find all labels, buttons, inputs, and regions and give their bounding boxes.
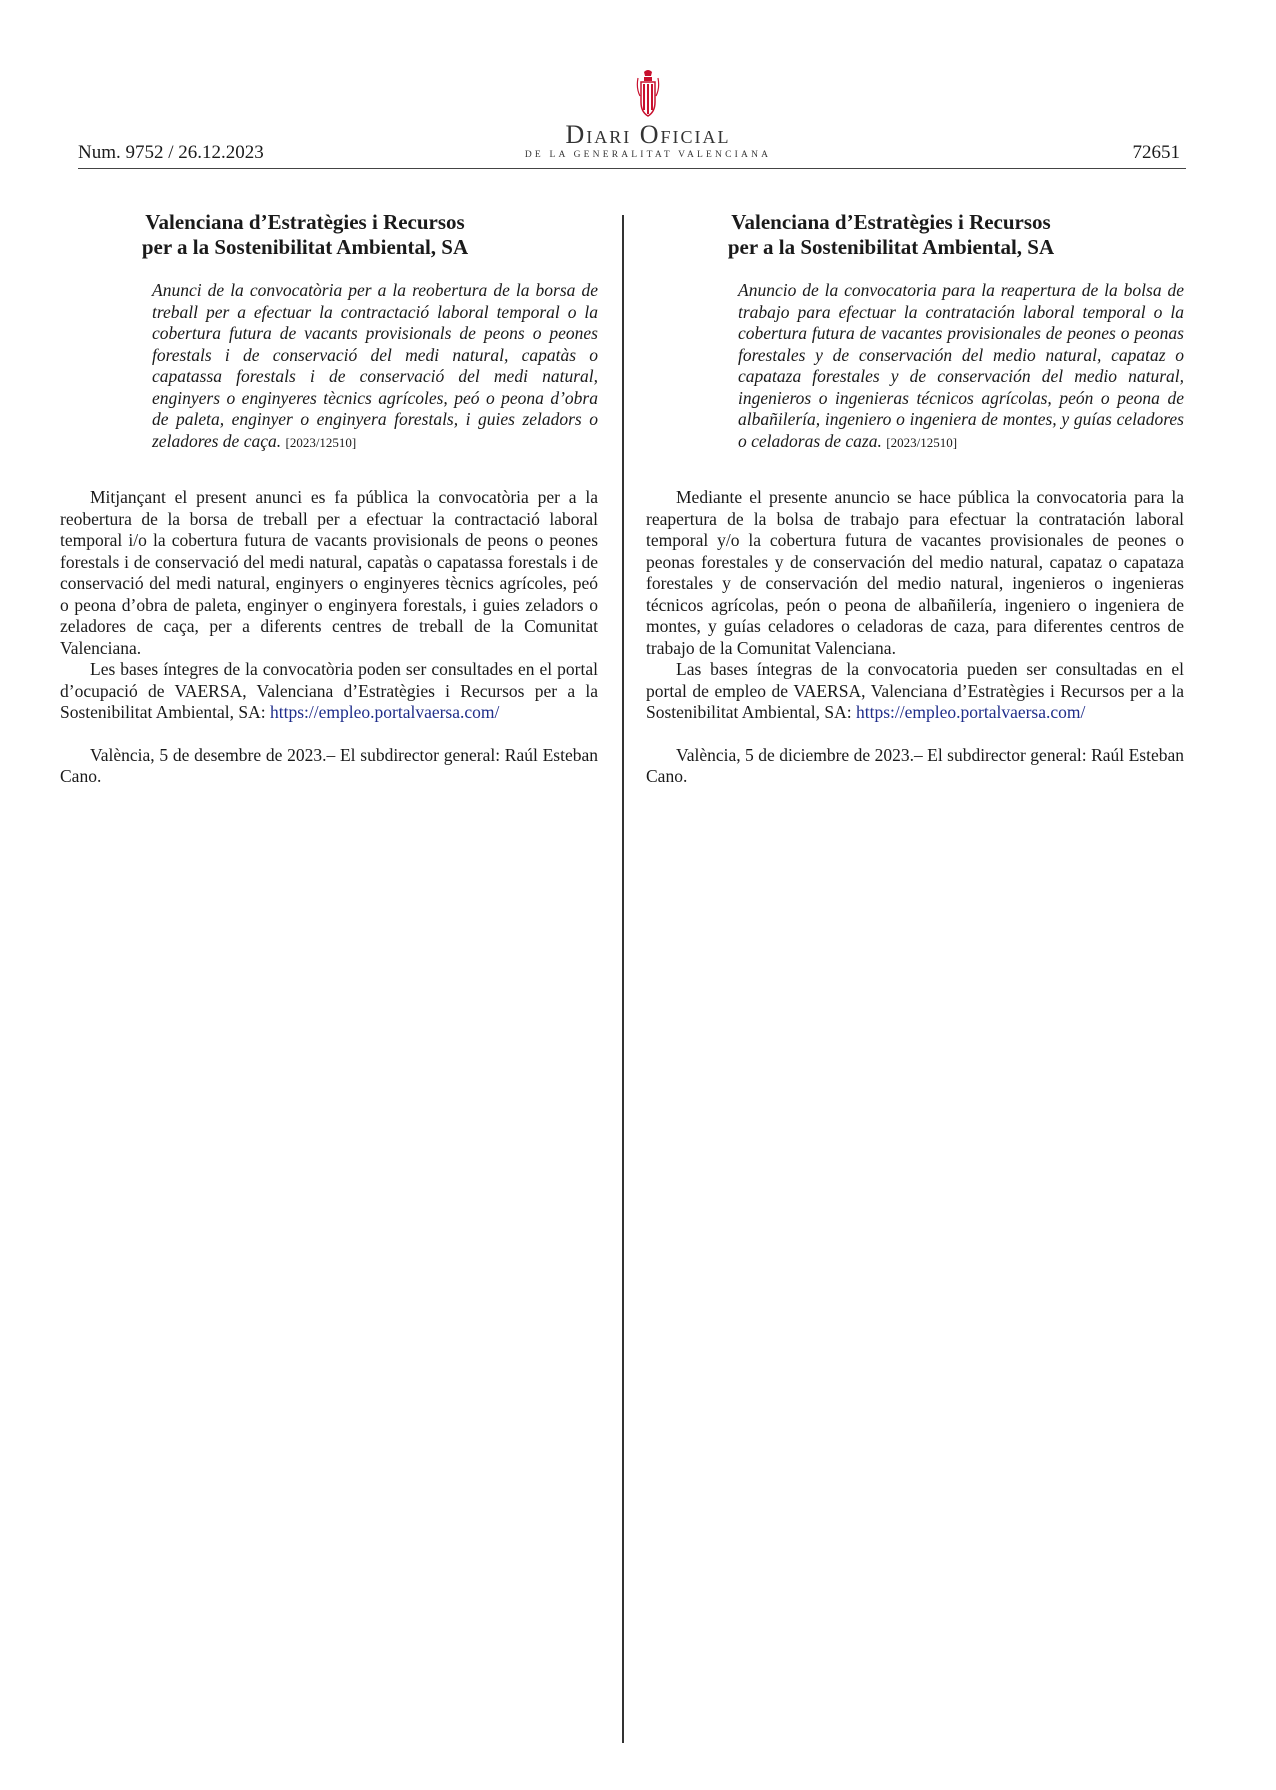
- coat-of-arms-icon: [636, 68, 660, 120]
- org-line-1: Valenciana d’Estratègies i Recursos: [731, 210, 1051, 234]
- summary-text: Anunci de la convocatòria per a la reobertura de la borsa de treball per a efectuar la contractació laboral temporal o la cobertura futura de vacants provisionals de peons o peones forestals i de conservació del medi natural, capatàs o capatassa forestals i de conservació del medi natural, enginyers o enginyeres tècnics agrícoles, peó o peona d’obra de paleta, enginyer o enginyera forestals, i guies zeladors o zeladores de caça.: [152, 280, 598, 451]
- body-paragraph-1: Mediante el presente anuncio se hace pública la convocatoria para la reapertura de la bolsa de trabajo para efectuar la contratación laboral temporal y/o la cobertura futura de vacantes provisionales de peones o peonas forestales y de conservación del medio natural, capataz o capataza forestales y de conservación del medio natural, ingenieros o ingenieras técnicos agrícolas, peón o peona de albañilería, ingeniero o ingeniera de montes, y guías celadores o celadoras de caza, para diferentes centros de trabajo de la Comunitat Valenciana.: [646, 487, 1184, 658]
- organization-title: [90, 210, 520, 260]
- body-paragraph-1: Mitjançant el present anunci es fa pública la convocatòria per a la reobertura de la borsa de treball per a efectuar la contractació laboral temporal i/o la cobertura futura de vacants provisionals de peons o peones forestals i de conservació del medi natural, capatàs o capatassa forestals i de conservació del medi natural, enginyers o enginyeres tècnics agrícoles, peó o peona d’obra de paleta, enginyer o enginyera forestals, i guies zeladors o zeladores de caça, per a diferents centres de treball de la Comunitat Valenciana.: [60, 487, 598, 658]
- portal-link[interactable]: https://empleo.portalvaersa.com/: [856, 702, 1086, 722]
- issue-number: Num. 9752 / 26.12.2023: [78, 142, 264, 163]
- portal-link[interactable]: https://empleo.portalvaersa.com/: [270, 702, 500, 722]
- body-paragraph-2-text: Las bases íntegras de la convocatoria pueden ser consultadas en el portal de empleo de VAERSA, Valenciana d’Estratègies i Recursos per a la Sostenibilitat Ambiental, SA:: [646, 659, 1184, 722]
- body-paragraph-2: [646, 659, 1184, 724]
- org-line-2: per a la Sostenibilitat Ambiental, SA: [141, 235, 469, 259]
- reference-code: [2023/12510]: [285, 434, 357, 450]
- signature: València, 5 de diciembre de 2023.– El subdirector general: Raúl Esteban Cano.: [646, 744, 1184, 786]
- summary-text: Anuncio de la convocatoria para la reapertura de la bolsa de trabajo para efectuar la contratación laboral temporal o la cobertura futura de vacantes provisionales de peones o peonas forestales y de conservación del medio natural, capataz o capataza forestales y de conservación del medio natural, ingenieros o ingenieras técnicos agrícolas, peón o peona de albañilería, ingeniero o ingeniera de montes, y guías celadores o celadoras de caza.: [738, 280, 1184, 451]
- page-number: 72651: [1132, 142, 1180, 163]
- logo-title: Diari Oficial: [565, 120, 731, 149]
- column-divider: [622, 215, 624, 1743]
- announcement-summary: [152, 280, 598, 453]
- reference-code: [2023/12510]: [886, 434, 958, 450]
- body-paragraph-2: [60, 659, 598, 724]
- signature: València, 5 de desembre de 2023.– El subdirector general: Raúl Esteban Cano.: [60, 744, 598, 786]
- announcement-summary: [738, 280, 1184, 453]
- page-header: [78, 68, 1186, 169]
- column-valencian: [60, 210, 598, 788]
- announcement-body: [646, 487, 1184, 724]
- org-line-1: Valenciana d’Estratègies i Recursos: [145, 210, 465, 234]
- organization-title: [676, 210, 1106, 260]
- logo-subtitle: DE LA GENERALITAT VALENCIANA: [524, 150, 772, 160]
- org-line-2: per a la Sostenibilitat Ambiental, SA: [727, 235, 1055, 259]
- body-paragraph-2-text: Les bases íntegres de la convocatòria poden ser consultades en el portal d’ocupació de VAERSA, Valenciana d’Estratègies i Recursos per a la Sostenibilitat Ambiental, SA:: [60, 659, 598, 722]
- diari-oficial-logo: [508, 68, 788, 168]
- column-spanish: [646, 210, 1184, 788]
- announcement-body: [60, 487, 598, 724]
